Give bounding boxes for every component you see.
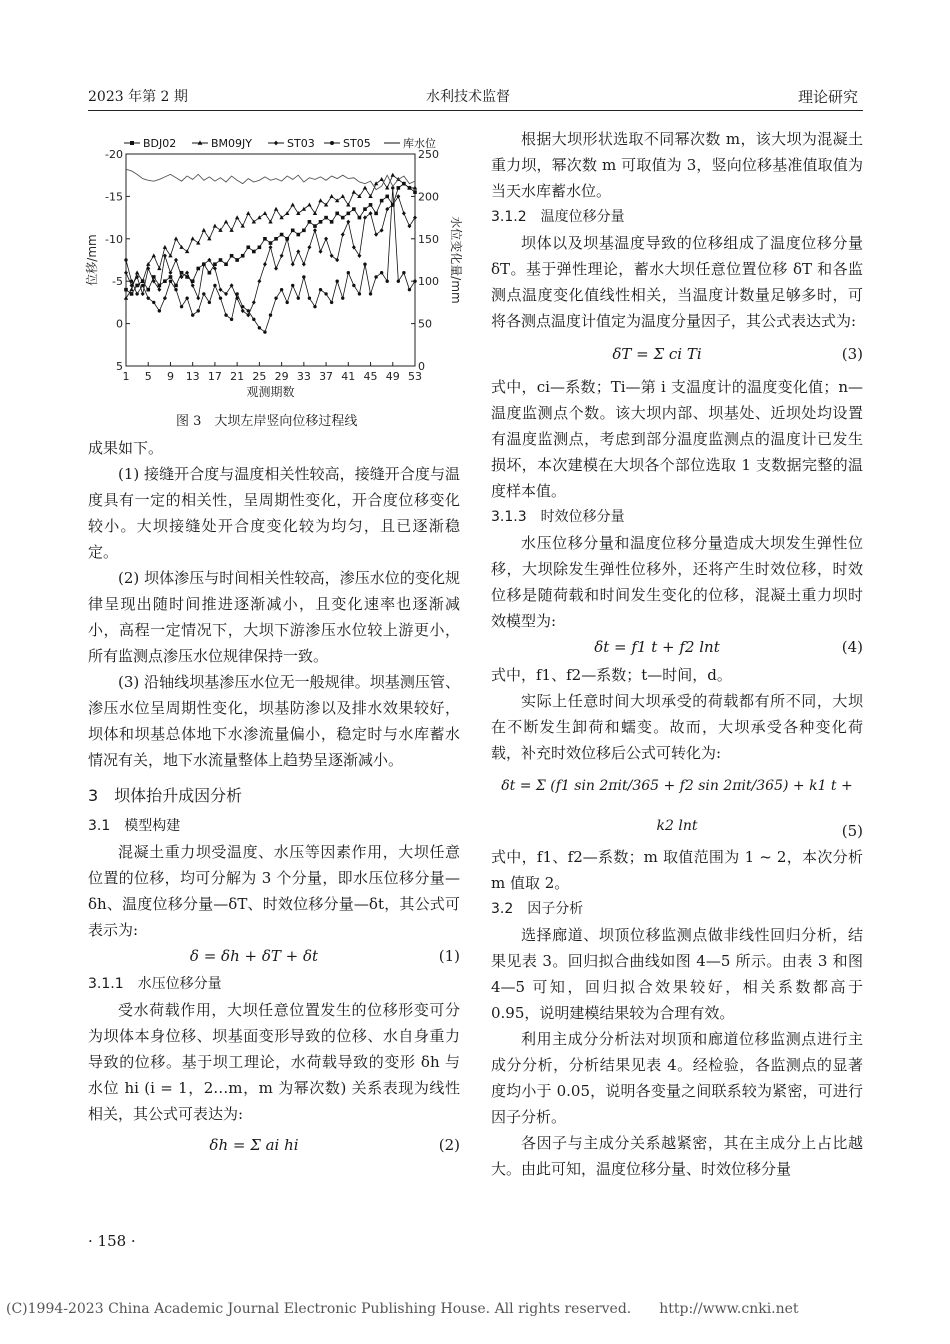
copyright-footer: (C)1994-2023 China Academic Journal Electronic Publishing House. All rights reserved. http://www.cnki.net [6, 1301, 799, 1317]
equation-body: δt = Σ (f1 sin 2πit/365 + f2 sin 2πit/365) + k1 t + k2 lnt [501, 778, 853, 834]
data-point-st05 [180, 305, 183, 308]
data-point-bdj02 [213, 262, 217, 266]
data-point-st05 [347, 271, 350, 274]
data-point-bdj02 [313, 224, 317, 228]
data-point-st05 [252, 318, 255, 321]
data-point-st05 [319, 288, 322, 291]
data-point-st05 [130, 280, 133, 283]
equation-number: (2) [438, 1136, 460, 1154]
data-point-st05 [274, 296, 277, 299]
data-point-st05 [302, 275, 305, 278]
equation-3 [491, 334, 863, 374]
data-point-st05 [386, 280, 389, 283]
y2-tick-label: 100 [418, 275, 439, 289]
right-column [491, 126, 863, 1182]
data-point-bdj02 [397, 186, 401, 190]
data-point-st05 [185, 296, 188, 299]
data-point-st05 [230, 318, 233, 321]
data-point-st05 [147, 296, 150, 299]
legend-marker [330, 141, 334, 145]
data-point-bdj02 [135, 284, 139, 288]
equation-number: (1) [438, 947, 460, 965]
data-point-bdj02 [319, 220, 323, 224]
equation-body: δT = Σ ci Ti [612, 345, 702, 363]
page-number: · 158 · [88, 1232, 136, 1250]
y2-tick-label: 150 [418, 232, 439, 246]
subsection-heading-3-1-2: 3.1.2 温度位移分量 [491, 209, 625, 225]
equation-number: (3) [841, 345, 863, 363]
equation-5 [491, 766, 863, 834]
equation-4 [491, 634, 863, 662]
subsection-heading-3-1-3: 3.1.3 时效位移分量 [491, 509, 625, 525]
data-point-st05 [169, 280, 172, 283]
legend-label-bm09jy: BM09JY [211, 137, 252, 150]
data-point-bdj02 [258, 245, 262, 249]
data-point-bdj02 [124, 288, 128, 292]
y2-tick-label: 0 [418, 360, 425, 373]
y2-tick-label: 200 [418, 190, 439, 204]
data-point-st05 [341, 296, 344, 299]
x-tick-label: 37 [319, 370, 334, 383]
x-tick-label: 45 [363, 370, 378, 383]
data-point-st05 [335, 280, 338, 283]
data-point-bdj02 [174, 284, 178, 288]
data-point-st05 [297, 296, 300, 299]
equation-number: (5) [841, 822, 863, 840]
data-point-st05 [124, 258, 127, 261]
x-tick-label: 49 [385, 370, 400, 383]
data-point-st05 [208, 301, 211, 304]
x-tick-label: 29 [274, 370, 289, 383]
paragraph: 受水荷载作用，大坝任意位置发生的位移形变可分为坝体本身位移、坝基面变形导致的位移、水自身重力导致的位移。基于坝工理论，水荷载导致的变形 δh 与水位 hi (i = 1，2…m，m 为幂次数) 关系表现为线性相关，其公式可表达为: [88, 1001, 460, 1123]
paragraph: 各因子与主成分关系越紧密，其在主成分上占比越大。由此可知，温度位移分量、时效位移分量 [491, 1134, 863, 1178]
data-point-bdj02 [280, 233, 284, 237]
data-point-bdj02 [219, 258, 223, 262]
x-tick-label: 1 [122, 370, 130, 383]
data-point-st05 [380, 271, 383, 274]
data-point-st05 [152, 301, 155, 304]
x-tick-label: 21 [230, 370, 245, 383]
data-point-st05 [352, 284, 355, 287]
data-point-bdj02 [296, 233, 300, 237]
paragraph: 根据大坝形状选取不同幂次数 m，该大坝为混凝土重力坝，幂次数 m 可取值为 3，竖向位移基准值取值为当天水库蓄水位。 [491, 130, 863, 200]
data-point-bdj02 [291, 229, 295, 233]
data-point-st05 [330, 301, 333, 304]
data-point-bdj02 [363, 207, 367, 211]
data-point-bdj02 [274, 237, 278, 241]
subsection-heading-3-1-1: 3.1.1 水压位移分量 [88, 976, 222, 992]
data-point-bdj02 [130, 292, 134, 296]
paragraph: 式中，f1、f2—系数；m 取值范围为 1 ~ 2，本次分析 m 值取 2。 [491, 848, 863, 892]
subsection-heading-3-1: 3.1 模型构建 [88, 818, 181, 834]
data-point-bdj02 [324, 216, 328, 220]
data-point-st05 [213, 284, 216, 287]
data-point-st05 [269, 313, 272, 316]
data-point-bdj02 [235, 258, 239, 262]
data-point-st05 [280, 288, 283, 291]
data-point-bdj02 [308, 220, 312, 224]
data-point-st05 [413, 280, 416, 283]
equation-body: δ = δh + δT + δt [189, 947, 319, 965]
paragraph: 混凝土重力坝受温度、水压等因素作用，大坝任意位置的位移，均可分解为 3 个分量，即水压位移分量—δh、温度位移分量—δT、时效位移分量—δt，其公式可表示为: [88, 843, 460, 939]
x-tick-label: 17 [207, 370, 222, 383]
y2-axis-label: 水位变化量/mm [449, 216, 463, 304]
x-tick-label: 9 [166, 370, 174, 383]
data-point-bdj02 [196, 267, 200, 271]
y-tick-label: 5 [116, 360, 123, 373]
data-point-st05 [363, 263, 366, 266]
paragraph: (3) 沿轴线坝基渗压水位无一般规律。坝基测压管、渗压水位呈周期性变化，坝基防渗以及排水效果较好，坝体和坝基总体地下水渗流量偏小，稳定时与水库蓄水情况有关，地下水流量整体上趋势呈逐渐减小。 [88, 673, 460, 769]
data-point-st05 [135, 292, 138, 295]
y-axis-label: 位移/mm [85, 234, 99, 286]
y2-tick-label: 50 [418, 317, 432, 331]
data-point-st05 [224, 313, 227, 316]
section-name: 理论研究 [798, 88, 859, 106]
legend-label-reservoir-level: 库水位 [403, 137, 436, 150]
data-point-bdj02 [241, 254, 245, 258]
data-point-st05 [408, 288, 411, 291]
paragraph: (1) 接缝开合度与温度相关性较高，接缝开合度与温度具有一定的相关性，呈周期性变化，开合度位移变化较小。大坝接缝处开合度变化较为均匀，且已逐渐稳定。 [88, 465, 460, 561]
data-point-st05 [141, 284, 144, 287]
x-tick-label: 41 [341, 370, 356, 383]
journal-name: 水利技术监督 [426, 89, 510, 105]
data-point-st05 [285, 301, 288, 304]
data-point-st05 [369, 292, 372, 295]
subsection-heading-3-2: 3.2 因子分析 [491, 901, 584, 917]
data-point-bdj02 [413, 190, 417, 194]
paragraph: 实际上任意时间大坝承受的荷载都有所不同，大坝在不断发生卸荷和蠕变。故而，大坝承受各种变化荷载，补充时效位移后公式可转化为: [491, 692, 863, 762]
data-point-st05 [358, 292, 361, 295]
data-point-st05 [397, 280, 400, 283]
data-point-bdj02 [369, 203, 373, 207]
x-axis-label: 观测期数 [246, 385, 295, 399]
paragraph: 成果如下。 [88, 439, 164, 457]
data-point-bdj02 [374, 212, 378, 216]
data-point-bdj02 [330, 220, 334, 224]
legend-label-st05: ST05 [343, 137, 371, 150]
x-tick-label: 33 [296, 370, 311, 383]
data-point-st05 [247, 309, 250, 312]
y2-tick-label: 250 [418, 148, 439, 161]
data-point-st05 [258, 326, 261, 329]
data-point-bdj02 [163, 279, 167, 283]
equation-2 [88, 1127, 460, 1163]
y-tick-label: -15 [105, 190, 123, 204]
data-point-st05 [174, 288, 177, 291]
paragraph: 水压位移分量和温度位移分量造成大坝发生弹性位移，大坝除发生弹性位移外，还将产生时效位移，时效位移是随荷载和时间发生变化的位移，混凝土重力坝时效模型为: [491, 534, 863, 630]
data-point-st05 [202, 292, 205, 295]
data-point-st05 [191, 313, 194, 316]
data-point-bdj02 [358, 216, 362, 220]
journal-issue: 2023 年第 2 期 [88, 89, 188, 105]
equation-1 [88, 943, 460, 971]
data-point-bdj02 [302, 229, 306, 233]
x-tick-label: 13 [185, 370, 200, 383]
paragraph: 利用主成分分析法对坝顶和廊道位移监测点进行主成分分析，分析结果见表 4。经检验，各监测点的显著度均小于 0.05，说明各变量之间联系较为紧密，可进行因子分析。 [491, 1030, 863, 1126]
data-point-bdj02 [146, 288, 150, 292]
equation-number: (4) [841, 638, 863, 656]
data-point-bdj02 [335, 212, 339, 216]
data-point-bdj02 [352, 207, 356, 211]
legend-label-bdj02: BDJ02 [143, 137, 177, 150]
data-point-st05 [235, 292, 238, 295]
paragraph: 式中，f1、f2—系数；t—时间，d。 [491, 666, 732, 684]
displacement-chart [80, 132, 480, 412]
data-point-st05 [163, 296, 166, 299]
data-point-bdj02 [224, 262, 228, 266]
data-point-st05 [291, 284, 294, 287]
data-point-st05 [263, 330, 266, 333]
paragraph: (2) 坝体渗压与时间相关性较高，渗压水位的变化规律呈现出随时间推进逐渐减小，且变化速率也逐渐减小，高程一定情况下，大坝下游渗压水位较上游更小，所有监测点渗压水位规律保持一致。 [88, 569, 460, 665]
data-point-st05 [197, 309, 200, 312]
data-point-st05 [324, 292, 327, 295]
data-point-st05 [241, 305, 244, 308]
data-point-st05 [313, 305, 316, 308]
x-tick-label: 5 [144, 370, 152, 383]
data-point-bdj02 [246, 245, 250, 249]
header-rule [88, 110, 863, 111]
data-point-bdj02 [230, 254, 234, 258]
equation-body: δt = f1 t + f2 lnt [594, 638, 720, 656]
data-point-st05 [219, 296, 222, 299]
data-point-st05 [402, 271, 405, 274]
data-point-bdj02 [252, 250, 256, 254]
data-point-bdj02 [341, 216, 345, 220]
data-point-bdj02 [169, 275, 173, 279]
data-point-st05 [374, 275, 377, 278]
x-tick-label: 25 [252, 370, 267, 383]
data-point-bdj02 [385, 195, 389, 199]
legend-marker [274, 141, 278, 146]
data-point-bdj02 [380, 199, 384, 203]
data-point-bdj02 [347, 212, 351, 216]
plot-frame [126, 154, 415, 366]
equation-body: δh = Σ ai hi [209, 1136, 299, 1154]
y-tick-label: -5 [112, 275, 123, 289]
paragraph: 式中，ci—系数；Ti—第 i 支温度计的温度变化值；n—温度监测点个数。该大坝内部、坝基处、近坝处均设置有温度监测点，考虑到部分温度监测点的温度计已发生损坏，本次建模在大坝各个部位选取 1 支数据完整的温度样本值。 [491, 378, 863, 500]
y-tick-label: 0 [116, 317, 123, 331]
data-point-st05 [308, 296, 311, 299]
data-point-bdj02 [263, 237, 267, 241]
data-point-bdj02 [208, 271, 212, 275]
y-tick-label: -10 [105, 232, 123, 246]
data-point-st05 [158, 309, 161, 312]
x-tick-label: 53 [408, 370, 422, 383]
paragraph: 坝体以及坝基温度导致的位移组成了温度位移分量 δT。基于弹性理论，蓄水大坝任意位置位移 δT 和各监测点温度变化值线性相关，当温度计数量足够多时，可将各测点温度计值定为温度分量因子，其公式表达式为: [491, 234, 863, 330]
paragraph: 选择廊道、坝顶位移监测点做非线性回归分析，结果见表 3。回归拟合曲线如图 4—5 所示。由表 3 和图 4—5 可知，回归拟合效果较好，相关系数都高于 0.95，说明建模结果较为合理有效。 [491, 926, 863, 1022]
y-tick-label: -20 [105, 148, 123, 161]
legend-label-st03: ST03 [287, 137, 315, 150]
left-column [88, 435, 460, 1163]
section-heading-3: 3 坝体抬升成因分析 [88, 786, 243, 805]
data-point-bdj02 [269, 241, 273, 245]
figure-caption: 图 3 大坝左岸竖向位移过程线 [176, 414, 358, 429]
legend-marker [130, 141, 134, 145]
